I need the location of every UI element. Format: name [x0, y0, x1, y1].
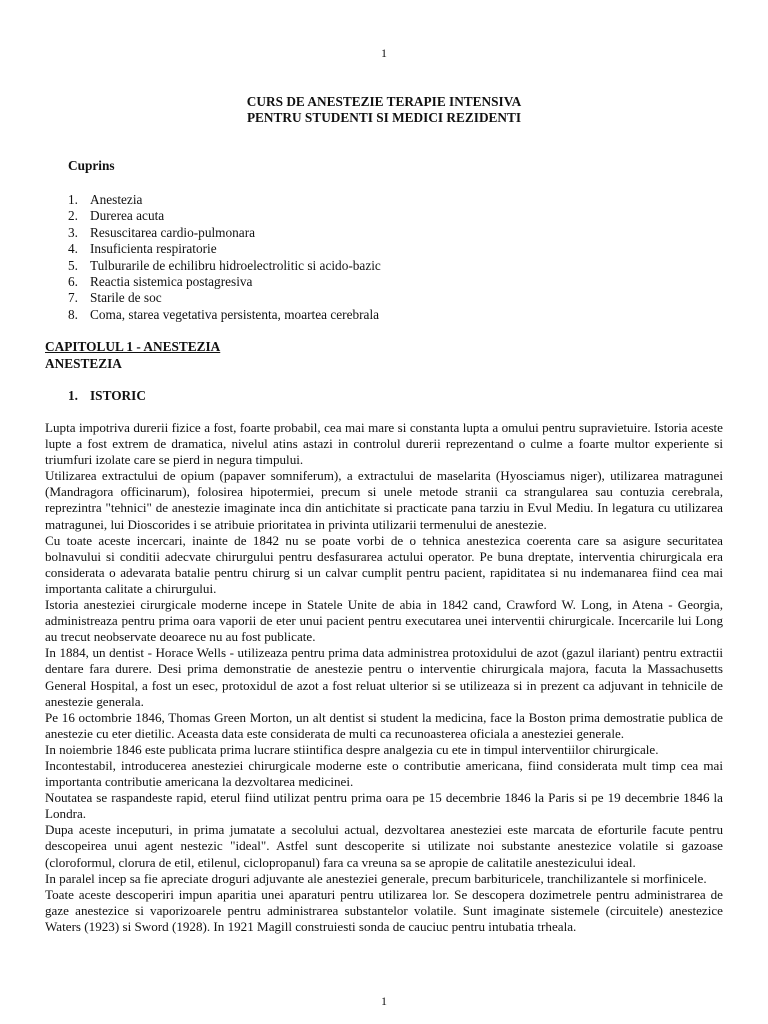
toc-item — [68, 241, 381, 257]
toc-item-number: 2. — [68, 208, 78, 224]
body-text — [45, 420, 723, 935]
section-heading — [68, 388, 146, 404]
paragraph: Lupta impotriva durerii fizice a fost, foarte probabil, cea mai mare si constanta lupta a omului pentru supravietuire. Istoria aceste lupte a fost extrem de dramatica, nivelul atins astazi in controlul durerii reprezentand o culme a foarte multor experiente si triumfuri izolate care se pierd in negura timpului. — [45, 420, 723, 468]
toc-item — [68, 307, 381, 323]
chapter-title: CAPITOLUL 1 - ANESTEZIA — [45, 339, 221, 354]
toc-item — [68, 208, 381, 224]
toc-item-number: 6. — [68, 274, 78, 290]
paragraph: In noiembrie 1846 este publicata prima lucrare stiintifica despre analgezia cu ete in timpul interventiilor chirurgicale. — [45, 741, 659, 757]
toc-item-number: 5. — [68, 257, 78, 273]
table-of-contents — [68, 192, 381, 323]
section-title: ISTORIC — [90, 388, 146, 403]
toc-item-number: 8. — [68, 306, 78, 322]
toc-item — [68, 274, 381, 290]
toc-item-number: 3. — [68, 224, 78, 240]
toc-item-label: Resuscitarea cardio-pulmonara — [90, 224, 256, 240]
toc-item — [68, 192, 381, 208]
toc-item-label: Starile de soc — [90, 290, 162, 306]
toc-item-number: 7. — [68, 290, 78, 306]
toc-item-label: Tulburarile de echilibru hidroelectrolitic si acido-bazic — [90, 257, 381, 273]
paragraph: Cu toate aceste incercari, inainte de 1842 nu se poate vorbi de o tehnica anestezica coerenta care sa asigure securitatea bolnavului si conditii adecvate chirurgului pentru desfasurarea actului operator. Pe buna dreptate, interventia chirurgicala era considerata o adevarata batalie pentru chirurg si un calvar cumplit pentru pacient, rapiditatea si nu indemanarea fiind cea mai importanta calitate a chirurgului. — [45, 532, 723, 596]
chapter-heading — [45, 338, 220, 372]
toc-item — [68, 225, 381, 241]
toc-heading: Cuprins — [68, 158, 115, 173]
toc-item — [68, 258, 381, 274]
page-number-top: 1 — [381, 46, 387, 60]
toc-item-label: Reactia sistemica postagresiva — [90, 274, 253, 290]
paragraph: Pe 16 octombrie 1846, Thomas Green Morton, un alt dentist si student la medicina, face la Boston prima demostratie publica de anestezie cu eter dietilic. Aceasta data este considerata de multi ca recunoasterea oficiala a anesteziei generale. — [45, 709, 723, 741]
paragraph: Istoria anesteziei cirurgicale moderne incepe in Statele Unite de abia in 1842 cand, Crawford W. Long, in Atena - Georgia, administreaza pentru prima oara vaporii de eter unui pacient pentru executarea unei interventii chirurgicale. Incercarile lui Long au trecut neobservate deoarece nu au fost publicate. — [45, 597, 723, 645]
document-title — [0, 94, 768, 126]
toc-item — [68, 290, 381, 306]
paragraph: Toate aceste descoperiri impun aparitia unei aparaturi pentru utilizarea lor. Se descopera dozimetrele pentru administrarea de gaze anestezice si vaporizoarele pentru administrarea substantelor volatile. Sunt imaginate sistemele (circuitele) anestezice Waters (1923) si Sword (1928). In 1921 Magill construiesti sonda de cauciuc pentru intubatia trheala. — [45, 886, 723, 934]
toc-item-label: Anestezia — [90, 192, 143, 207]
paragraph: Noutatea se raspandeste rapid, eterul fiind utilizat pentru prima oara pe 15 decembrie 1846 la Paris si pe 19 decembrie 1846 la Londra. — [45, 790, 723, 822]
paragraph: Incontestabil, introducerea anesteziei chirurgicale moderne este o contributie americana, fiind considerata mult timp cea mai importanta contributie americana la dezvoltarea medicinei. — [45, 757, 723, 790]
page-number-bottom: 1 — [381, 994, 387, 1008]
paragraph: Utilizarea extractului de opium (papaver somniferum), a extractului de maselarita (Hyosciamus niger), utilizarea matragunei (Mandragora officinarum), folosirea hipotermiei, precum si unele metode stranii ca strangularea sau contuzia cerebrala, reprezintra "tehnici" de anestezie imaginate inca din antichitate si practicate pana tarziu in Evul Mediu. In legatura cu utilizarea matragunei, lui Dioscorides i se atribuie prioritatea in privinta utilizarii termenului de anestezie. — [45, 468, 723, 532]
paragraph: In paralel incep sa fie apreciate droguri adjuvante ale anesteziei generale, precum barbituricele, tranchilizantele si morfinicele. — [45, 870, 707, 886]
paragraph: Dupa aceste inceputuri, in prima jumatate a secolului actual, dezvoltarea anesteziei este marcata de eforturile facute pentru descopeirea unui agent nestezic "ideal". Astfel sunt descoperite si utilizate noi substante anestezice volatile si gazoase (cloroformul, clorura de etil, etilenul, ciclopropanul) fara ca vreuna sa se apropie de calitatile anestezicului ideal. — [45, 822, 723, 870]
title-line-1: CURS DE ANESTEZIE TERAPIE INTENSIVA — [246, 94, 522, 109]
title-line-2: PENTRU STUDENTI SI MEDICI REZIDENTI — [246, 110, 522, 125]
section-number: 1. — [68, 388, 78, 403]
paragraph: In 1884, un dentist - Horace Wells - utilizeaza pentru prima data administrea protoxidului de azot (gazul ilariant) pentru extractii dentare fara durere. Desi prima demonstratie de anestezie pentru o interventie chirurgicala majora, facuta la Massachusetts General Hospital, a fost un esec, protoxidul de azot a fost reluat ulterior si se utilizeaza si in prezent ca adjuvant in tehnicile de anestezie generala. — [45, 645, 723, 709]
toc-item-label: Insuficienta respiratorie — [90, 241, 217, 257]
toc-item-label: Durerea acuta — [90, 208, 165, 224]
toc-item-label: Coma, starea vegetativa persistenta, moartea cerebrala — [90, 306, 380, 322]
toc-item-number: 1. — [68, 192, 78, 207]
toc-item-number: 4. — [68, 241, 78, 257]
chapter-subtitle: ANESTEZIA — [45, 356, 122, 371]
